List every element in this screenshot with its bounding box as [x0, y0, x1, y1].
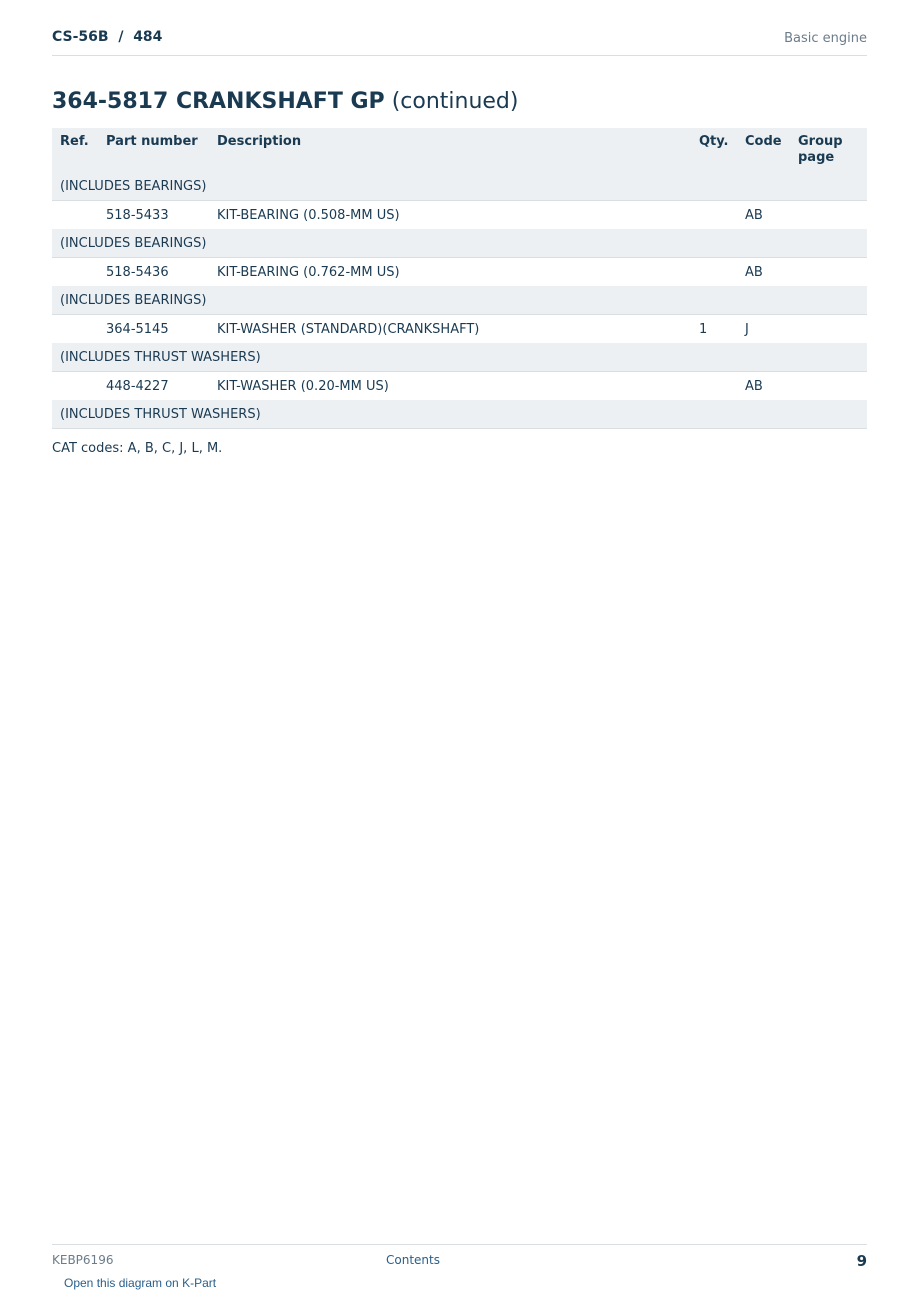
header-ref: Ref.	[52, 128, 98, 172]
cell-ref	[52, 258, 98, 287]
note-row	[52, 286, 867, 315]
header-part-number: Part number	[98, 128, 209, 172]
header-description: Description	[209, 128, 691, 172]
cell-part-number: 364-5145	[98, 315, 209, 344]
header-qty: Qty.	[691, 128, 737, 172]
cell-qty: 1	[691, 315, 737, 344]
note-row	[52, 229, 867, 258]
model-page-label: CS-56B / 484	[52, 29, 163, 45]
cell-part-number: 518-5436	[98, 258, 209, 287]
table-row	[52, 372, 867, 401]
section-name: Basic engine	[784, 31, 867, 46]
note-text: (INCLUDES BEARINGS)	[52, 229, 867, 258]
note-row	[52, 172, 867, 201]
parts-table	[52, 128, 867, 429]
table-row	[52, 258, 867, 287]
header-group-page: Group page	[790, 128, 867, 172]
footer-divider	[52, 1244, 867, 1245]
cell-code: AB	[737, 201, 790, 230]
cat-codes-note: CAT codes: A, B, C, J, L, M.	[52, 441, 223, 456]
page-number: 9	[856, 1252, 867, 1270]
table-row	[52, 201, 867, 230]
note-row	[52, 400, 867, 429]
cell-group-page	[790, 315, 867, 344]
table-row	[52, 315, 867, 344]
cell-group-page	[790, 201, 867, 230]
page-title	[52, 89, 518, 114]
open-k-part-link[interactable]: Open this diagram on K-Part	[64, 1276, 217, 1290]
cell-ref	[52, 315, 98, 344]
header-code: Code	[737, 128, 790, 172]
cell-qty	[691, 372, 737, 401]
cell-code: J	[737, 315, 790, 344]
note-text: (INCLUDES THRUST WASHERS)	[52, 343, 867, 372]
note-text: (INCLUDES BEARINGS)	[52, 286, 867, 315]
cell-ref	[52, 372, 98, 401]
note-row	[52, 343, 867, 372]
cell-ref	[52, 201, 98, 230]
title-suffix: (continued)	[391, 89, 519, 114]
document-id: KEBP6196	[52, 1253, 114, 1267]
cell-group-page	[790, 372, 867, 401]
cell-description: KIT-WASHER (STANDARD)(CRANKSHAFT)	[209, 315, 691, 344]
cell-group-page	[790, 258, 867, 287]
note-text: (INCLUDES THRUST WASHERS)	[52, 400, 867, 429]
cell-code: AB	[737, 258, 790, 287]
parts-table-body	[52, 172, 867, 429]
cell-description: KIT-WASHER (0.20-MM US)	[209, 372, 691, 401]
cell-code: AB	[737, 372, 790, 401]
cell-qty	[691, 201, 737, 230]
group-title: 364-5817 CRANKSHAFT GP	[52, 89, 385, 114]
note-text: (INCLUDES BEARINGS)	[52, 172, 867, 201]
cell-description: KIT-BEARING (0.508-MM US)	[209, 201, 691, 230]
cell-description: KIT-BEARING (0.762-MM US)	[209, 258, 691, 287]
table-header-row	[52, 128, 867, 172]
cell-part-number: 518-5433	[98, 201, 209, 230]
cell-qty	[691, 258, 737, 287]
page-header	[52, 28, 867, 56]
cell-part-number: 448-4227	[98, 372, 209, 401]
contents-link[interactable]: Contents	[386, 1253, 440, 1267]
